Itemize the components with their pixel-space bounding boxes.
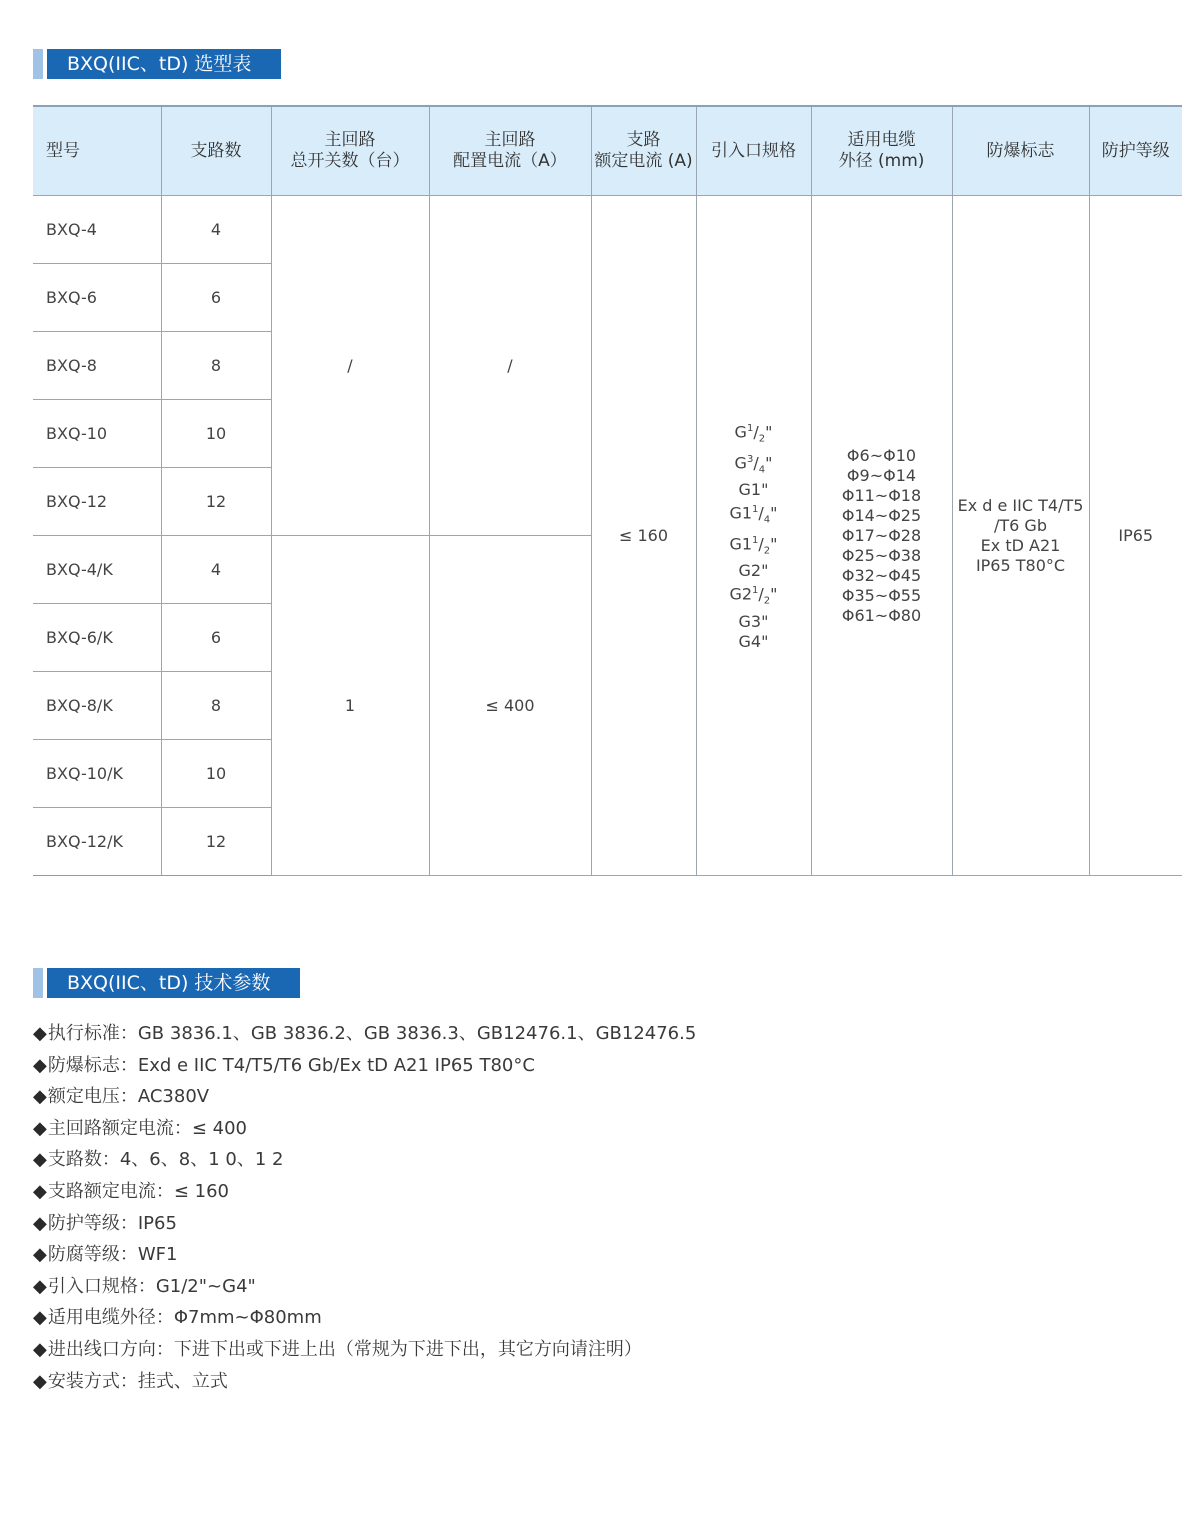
inlet-spec: $G^1/_2$" <box>734 422 773 445</box>
ex-mark-line: /T6 Gb <box>994 515 1047 535</box>
list-item <box>33 1302 696 1334</box>
cell-inlets <box>696 196 811 876</box>
cell-branches: 10 <box>161 740 271 808</box>
diamond-bullet-icon: ◆ <box>33 1307 47 1329</box>
header-main-current: 主回路 配置电流（A） <box>429 106 591 196</box>
cell-branches: 4 <box>161 536 271 604</box>
cell-model: BXQ-8 <box>33 332 161 400</box>
cable-range: Φ6~Φ10 <box>846 445 917 465</box>
list-item <box>33 1334 696 1366</box>
list-item <box>33 1271 696 1303</box>
header-branches: 支路数 <box>161 106 271 196</box>
list-item <box>33 1081 696 1113</box>
header-branch-current: 支路 额定电流 (A) <box>591 106 696 196</box>
cell-main-switch-group2: 1 <box>271 536 429 876</box>
cable-range: Φ25~Φ38 <box>841 545 922 565</box>
section-heading-selection <box>33 49 281 79</box>
diamond-bullet-icon: ◆ <box>33 1180 47 1202</box>
param-text: 适用电缆外径：Φ7mm~Φ80mm <box>47 1307 322 1329</box>
cell-branches: 10 <box>161 400 271 468</box>
list-item <box>33 1113 696 1145</box>
cable-range: Φ11~Φ18 <box>841 485 922 505</box>
diamond-bullet-icon: ◆ <box>33 1338 47 1360</box>
table-header-row <box>33 106 1182 196</box>
cell-branches: 8 <box>161 672 271 740</box>
cell-main-current-group2: ≤ 400 <box>429 536 591 876</box>
cell-branches: 12 <box>161 468 271 536</box>
inlet-spec: G3" <box>738 611 769 631</box>
cell-branches: 12 <box>161 808 271 876</box>
heading-accent-bar <box>33 49 43 79</box>
list-item <box>33 1208 696 1240</box>
diamond-bullet-icon: ◆ <box>33 1212 47 1234</box>
cell-branch-current: ≤ 160 <box>591 196 696 876</box>
cell-model: BXQ-10 <box>33 400 161 468</box>
ex-mark-line: IP65 T80°C <box>975 555 1066 575</box>
param-text: 额定电压：AC380V <box>47 1086 210 1108</box>
header-model: 型号 <box>33 106 161 196</box>
param-text: 防护等级：IP65 <box>47 1212 177 1234</box>
header-protection: 防护等级 <box>1089 106 1182 196</box>
diamond-bullet-icon: ◆ <box>33 1370 47 1392</box>
cell-model: BXQ-4 <box>33 196 161 264</box>
param-text: 安装方式：挂式、立式 <box>47 1370 228 1392</box>
selection-table <box>33 105 1182 876</box>
cell-ex-mark <box>952 196 1089 876</box>
cable-list <box>812 446 952 626</box>
cell-model: BXQ-8/K <box>33 672 161 740</box>
ex-mark-line: Ex tD A21 <box>980 535 1061 555</box>
cable-range: Φ61~Φ80 <box>841 605 922 625</box>
inlet-spec: G1" <box>738 480 769 500</box>
cell-main-switch-group1: / <box>271 196 429 536</box>
cell-model: BXQ-10/K <box>33 740 161 808</box>
diamond-bullet-icon: ◆ <box>33 1023 47 1044</box>
inlet-spec: $G1^1/_4$" <box>729 503 778 526</box>
ex-mark-line: Ex d e IIC T4/T5 <box>957 495 1084 515</box>
cell-model: BXQ-12/K <box>33 808 161 876</box>
param-text: 主回路额定电流：≤ 400 <box>47 1117 248 1139</box>
param-text: 引入口规格：G1/2"~G4" <box>47 1275 256 1297</box>
list-item <box>33 1018 696 1050</box>
section-title-params: BXQ(IIC、tD) 技术参数 <box>47 968 300 998</box>
header-ex-mark: 防爆标志 <box>952 106 1089 196</box>
cable-range: Φ32~Φ45 <box>841 565 922 585</box>
param-text: 防爆标志：Exd e IIC T4/T5/T6 Gb/Ex tD A21 IP65 T80°C <box>47 1054 535 1076</box>
diamond-bullet-icon: ◆ <box>33 1149 47 1171</box>
param-text: 进出线口方向：下进下出或下进上出（常规为下进下出，其它方向请注明） <box>47 1338 642 1360</box>
diamond-bullet-icon: ◆ <box>33 1117 47 1139</box>
list-item <box>33 1239 696 1271</box>
cell-model: BXQ-6 <box>33 264 161 332</box>
heading-accent-bar <box>33 968 43 998</box>
cable-range: Φ17~Φ28 <box>841 525 922 545</box>
list-item <box>33 1366 696 1398</box>
param-text: 支路额定电流：≤ 160 <box>47 1180 230 1202</box>
ex-mark-list <box>953 496 1089 576</box>
cell-model: BXQ-4/K <box>33 536 161 604</box>
header-cable: 适用电缆 外径 (mm) <box>811 106 952 196</box>
cell-cables <box>811 196 952 876</box>
cell-branches: 4 <box>161 196 271 264</box>
cell-protection: IP65 <box>1089 196 1182 876</box>
cable-range: Φ35~Φ55 <box>841 585 922 605</box>
inlet-spec: $G1^1/_2$" <box>729 534 778 557</box>
param-text: 防腐等级：WF1 <box>47 1244 178 1266</box>
section-heading-params <box>33 968 300 998</box>
cable-range: Φ9~Φ14 <box>846 465 917 485</box>
header-main-switch: 主回路 总开关数（台） <box>271 106 429 196</box>
list-item <box>33 1144 696 1176</box>
cable-range: Φ14~Φ25 <box>841 505 922 525</box>
cell-branches: 6 <box>161 264 271 332</box>
list-item <box>33 1050 696 1082</box>
diamond-bullet-icon: ◆ <box>33 1244 47 1266</box>
diamond-bullet-icon: ◆ <box>33 1275 47 1297</box>
cell-model: BXQ-6/K <box>33 604 161 672</box>
inlet-spec: G4" <box>738 631 769 651</box>
header-inlet: 引入口规格 <box>696 106 811 196</box>
inlet-spec: G2" <box>738 561 769 581</box>
cell-branches: 6 <box>161 604 271 672</box>
tech-params-list <box>33 1018 696 1397</box>
param-text: 执行标准：GB 3836.1、GB 3836.2、GB 3836.3、GB12476.1、GB12476.5 <box>47 1023 697 1044</box>
inlet-spec: $G2^1/_2$" <box>729 584 778 607</box>
list-item <box>33 1176 696 1208</box>
cell-model: BXQ-12 <box>33 468 161 536</box>
inlet-spec: $G^3/_4$" <box>734 453 773 476</box>
diamond-bullet-icon: ◆ <box>33 1054 47 1076</box>
cell-main-current-group1: / <box>429 196 591 536</box>
diamond-bullet-icon: ◆ <box>33 1086 47 1108</box>
param-text: 支路数：4、6、8、1 0、1 2 <box>47 1149 284 1171</box>
inlet-list <box>697 419 811 652</box>
section-title-selection: BXQ(IIC、tD) 选型表 <box>47 49 281 79</box>
cell-branches: 8 <box>161 332 271 400</box>
table-row <box>33 196 1182 264</box>
